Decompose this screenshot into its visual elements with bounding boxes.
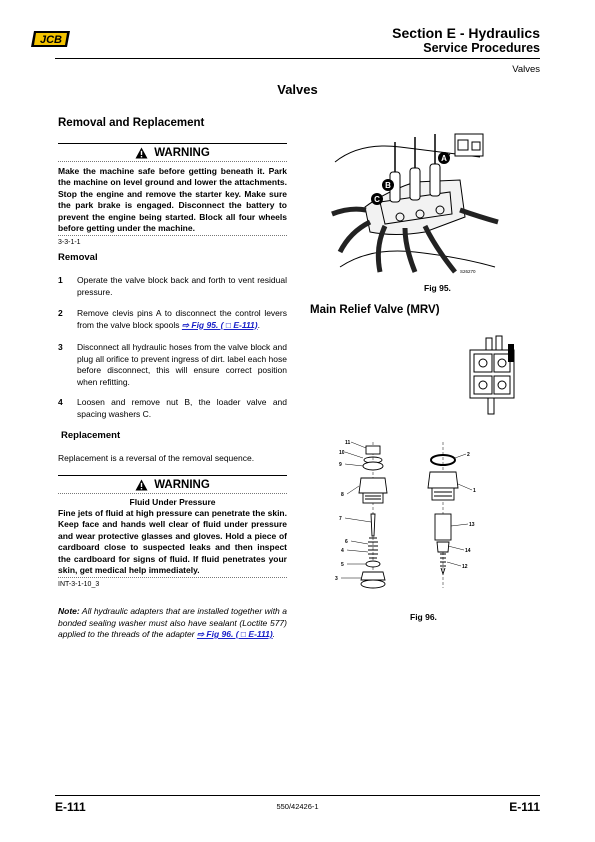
callout-6: 6 [345,539,348,545]
step-text-end: . [257,319,260,330]
section-title: Section E - Hydraulics [392,25,540,41]
callout-11: 11 [345,440,351,446]
fig-95-link[interactable]: ⇨ Fig 95. ( □ E-111) [181,319,258,330]
label-c: C [374,195,380,204]
figure-95-caption: Fig 95. [424,283,451,293]
replacement-heading: Replacement [61,430,121,441]
header-rule [55,58,540,59]
removal-replacement-heading: Removal and Replacement [58,117,205,129]
mrv-heading: Main Relief Valve (MRV) [310,304,440,316]
removal-step-4 [58,397,287,420]
footer-page-number-right: E-111 [509,800,540,814]
replacement-text: Replacement is a reversal of the removal sequence. [58,453,255,463]
callout-13: 13 [469,522,475,528]
removal-heading: Removal [58,252,98,263]
warning-subtitle: Fluid Under Pressure [129,497,216,507]
callout-1: 1 [473,488,476,494]
step-text-start: Remove clevis pins A to disconnect the control levers from the valve block spools [77,308,287,330]
step-text: Disconnect all hydraulic hoses from the valve block and plug all orifice to prevent ingress of dirt. label each hose before disconnect, this will ensure correct position when refitting. [77,342,287,387]
callout-3: 3 [335,576,338,582]
footer-page-number-left: E-111 [55,800,86,814]
breadcrumb: Valves [512,64,540,75]
jcb-logo [30,30,72,48]
step-number: 2 [58,308,63,318]
fig-96-link[interactable]: ⇨ Fig 96. ( □ E-111) [196,629,273,639]
warning-title: WARNING [154,146,210,159]
callout-2: 2 [467,452,470,458]
step-number: 4 [58,397,63,407]
warning-box-fluid [58,475,287,588]
page-title: Valves [277,82,318,97]
callout-12: 12 [462,564,468,570]
callout-8: 8 [341,492,344,498]
step-number: 1 [58,275,63,285]
label-a: A [441,154,447,163]
removal-step-3 [58,342,287,388]
step-text: Loosen and remove nut B, the loader valve and spacing washers C. [77,397,287,419]
note-end: . [272,629,276,639]
warning-triangle-icon [135,147,148,159]
warning-triangle-icon [135,479,148,491]
section-subtitle: Service Procedures [423,41,540,55]
callout-14: 14 [465,548,471,554]
footer-rule [55,795,540,796]
callout-5: 5 [341,562,344,568]
step-text: Operate the valve block back and forth to vent residual pressure. [77,275,287,297]
warning-code: 3-3-1-1 [58,239,81,247]
removal-step-2 [58,308,287,331]
removal-step-1 [58,275,287,298]
figure-96-caption: Fig 96. [410,612,437,622]
warning-code: INT-3-1-10_3 [58,581,100,589]
mrv-valve-block-illustration [466,334,522,416]
callout-7: 7 [339,516,342,522]
footer-document-number: 550/42426-1 [276,802,319,811]
warning-body: Fine jets of fluid at high pressure can penetrate the skin. Keep face and hands well clear of fluid under pressure and wear protective glasses and gloves. Hold a piece of cardboard close to suspected leaks and then inspect the cardboard for signs of fluid. If fluid penetrates your skin, get medical help immediately. [58,507,287,578]
figure-95-valve-block-illustration [330,122,500,277]
figure-96-mrv-exploded-view [335,438,485,598]
callout-4: 4 [341,548,344,554]
warning-header [58,475,287,494]
label-b: B [385,181,391,190]
warning-body: Make the machine safe before getting beneath it. Park the machine on level ground and lower the attachments. Stop the engine and remove the starter key. Make sure the park brake is engaged. Disconnect the battery to prevent the engine being started. Block all four wheels before getting under the machine. [58,162,287,236]
warning-title: WARNING [154,478,210,491]
note-paragraph [58,606,287,641]
figure-ref: S26270 [460,269,476,274]
note-label: Note: [58,606,80,616]
callout-9: 9 [339,462,342,468]
callout-10: 10 [339,450,345,456]
jcb-logo-text: JCB [39,34,63,46]
warning-box-safety [58,143,287,246]
note-text: All hydraulic adapters that are installed together with a bonded sealing washer must also have sealant (Loctite 577) applied to the threads of the adapter [58,606,287,639]
step-text [77,308,287,331]
step-number: 3 [58,342,63,352]
warning-header [58,143,287,162]
